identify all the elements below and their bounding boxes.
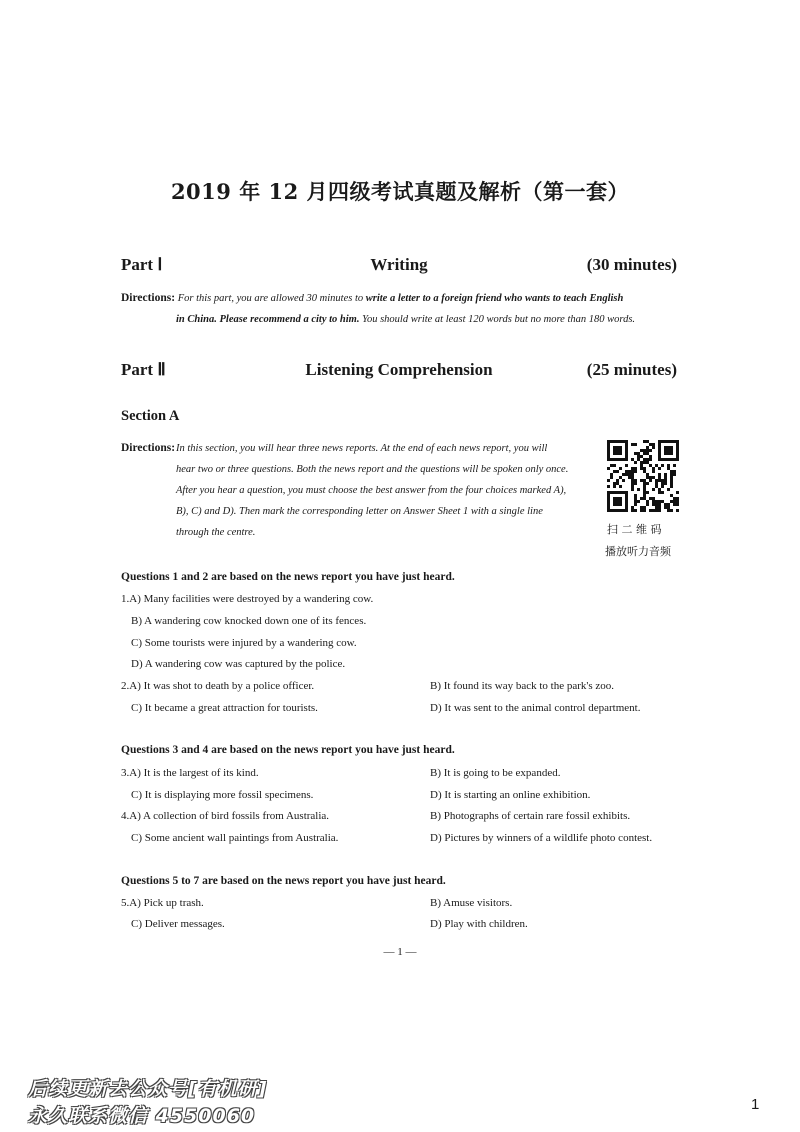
option-2a: 2.A) It was shot to death by a police officer. <box>121 680 315 692</box>
part1-name: Writing <box>370 255 428 274</box>
directions-label: Directions: <box>121 292 176 304</box>
directions-text-post: You should write at least 120 words but no more than 180 words. <box>359 314 636 325</box>
directions-line: B), C) and D). Then mark the corresponding letter on Answer Sheet 1 with a single line <box>176 506 543 517</box>
part1-label: Part Ⅰ <box>121 255 163 274</box>
option-3a: 3.A) It is the largest of its kind. <box>121 767 259 779</box>
page-footer: — 1 — <box>383 946 417 958</box>
page-number: 1 <box>751 1096 760 1113</box>
question-group-heading: Questions 3 and 4 are based on the news report you have just heard. <box>121 744 455 756</box>
option-2b: B) It found its way back to the park's zoo. <box>430 680 615 692</box>
option-4d: D) Pictures by winners of a wildlife photo contest. <box>430 832 653 844</box>
part1-directions <box>121 288 681 330</box>
question-group-1 <box>121 571 455 583</box>
option-1b: B) A wandering cow knocked down one of its fences. <box>131 615 367 627</box>
option-5a: 5.A) Pick up trash. <box>121 897 204 909</box>
qr-caption-scan: 扫 二 维 码 <box>607 523 662 536</box>
option-3b: B) It is going to be expanded. <box>430 767 561 779</box>
directions-line: hear two or three questions. Both the news report and the questions will be spoken only once. <box>176 464 569 475</box>
directions-text-pre: For this part, you are allowed 30 minutes to <box>177 293 366 304</box>
directions-bold-2: in China. Please recommend a city to him. <box>176 314 360 325</box>
part2-header <box>121 360 677 386</box>
directions-line: After you hear a question, you must choose the best answer from the four choices marked A), <box>176 485 567 496</box>
option-4b: B) Photographs of certain rare fossil exhibits. <box>430 810 631 822</box>
option-3d: D) It is starting an online exhibition. <box>430 789 591 801</box>
option-1a: 1.A) Many facilities were destroyed by a wandering cow. <box>121 593 374 605</box>
qr-code-icon[interactable] <box>607 440 679 512</box>
question-group-heading: Questions 1 and 2 are based on the news report you have just heard. <box>121 571 455 583</box>
option-2d: D) It was sent to the animal control department. <box>430 702 641 714</box>
watermark-line-2: 永久联系微信 4550060 <box>28 1105 256 1127</box>
section-a-directions-text <box>176 438 596 543</box>
directions-line: In this section, you will hear three news reports. At the end of each news report, you will <box>176 443 548 454</box>
directions-line: through the centre. <box>176 527 256 538</box>
part2-time: (25 minutes) <box>586 360 677 379</box>
part1-header <box>121 255 677 281</box>
option-5c: C) Deliver messages. <box>131 918 225 930</box>
part1-time: (30 minutes) <box>586 255 677 274</box>
option-1d: D) A wandering cow was captured by the police. <box>131 658 346 670</box>
option-5d: D) Play with children. <box>430 918 528 930</box>
directions-label: Directions: <box>121 442 176 454</box>
qr-caption-audio: 播放听力音频 <box>605 545 671 558</box>
page-title: 2019 年 12 月四级考试真题及解析（第一套） <box>170 179 630 204</box>
option-5b: B) Amuse visitors. <box>430 897 513 909</box>
watermark <box>28 1076 267 1130</box>
option-4c: C) Some ancient wall paintings from Australia. <box>131 832 339 844</box>
directions-bold-1: write a letter to a foreign friend who wants to teach English <box>365 293 624 304</box>
watermark-line-1: 后续更新去公众号[有机研] <box>28 1078 268 1100</box>
question-group-heading: Questions 5 to 7 are based on the news report you have just heard. <box>121 875 446 887</box>
option-4a: 4.A) A collection of bird fossils from Australia. <box>121 810 330 822</box>
option-1c: C) Some tourists were injured by a wandering cow. <box>131 637 357 649</box>
part2-label: Part Ⅱ <box>121 360 166 379</box>
part2-name: Listening Comprehension <box>305 360 493 379</box>
option-2c: C) It became a great attraction for tourists. <box>131 702 318 714</box>
option-3c: C) It is displaying more fossil specimens. <box>131 789 314 801</box>
section-a-heading: Section A <box>121 408 180 424</box>
